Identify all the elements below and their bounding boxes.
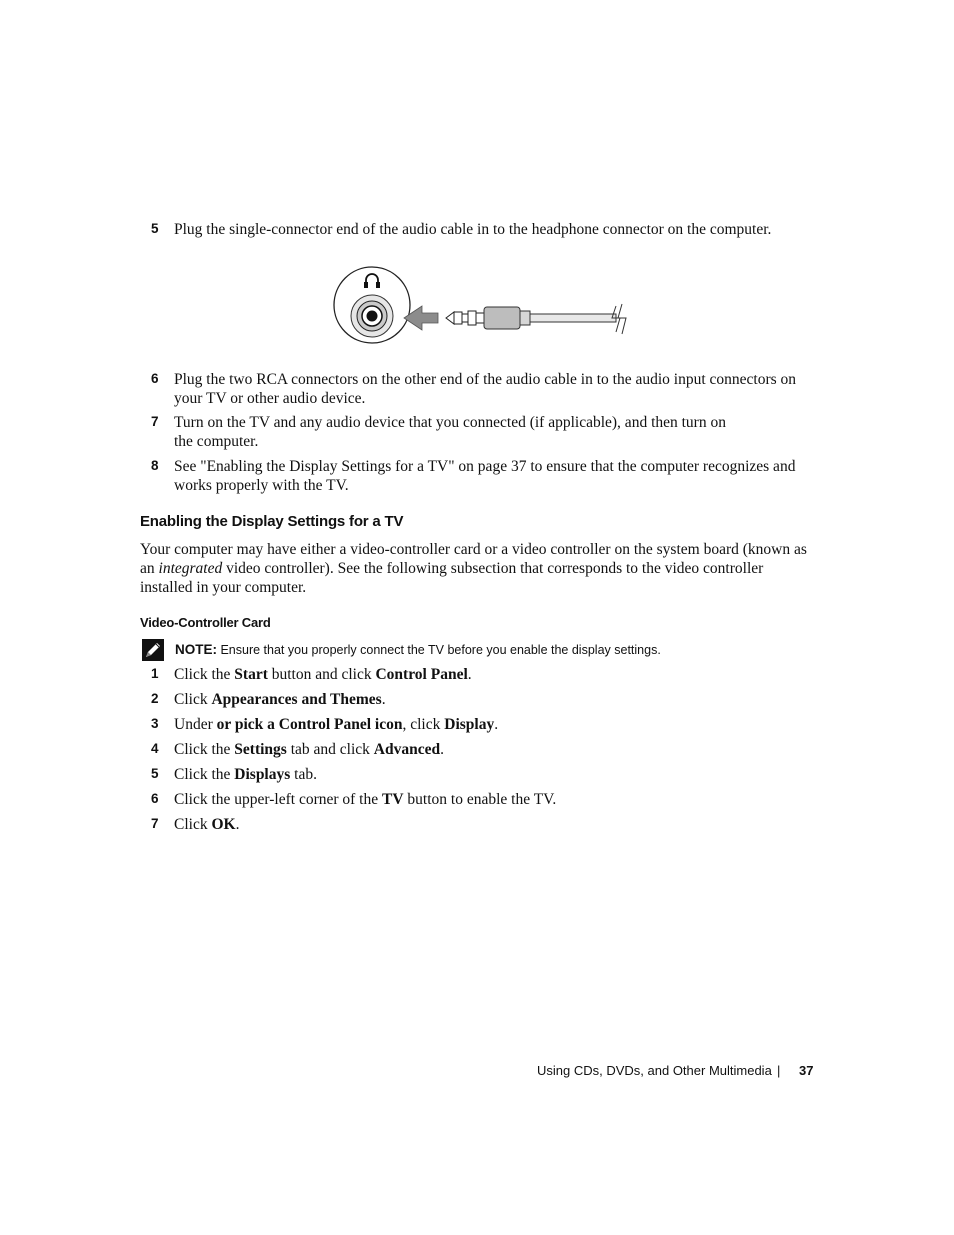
step-text: [174, 815, 824, 834]
ui-term: Advanced: [373, 741, 441, 758]
step-fragment: Click the: [174, 766, 235, 783]
footer-separator: |: [777, 1063, 781, 1078]
step-fragment: Click the upper-left corner of the: [174, 791, 382, 808]
step-number: 2: [151, 691, 159, 706]
ui-term: Settings: [234, 741, 287, 758]
step-text: [174, 370, 824, 408]
step-fragment: tab.: [290, 766, 317, 783]
step-line: works properly with the TV.: [174, 477, 349, 494]
step-text: Plug the single-connector end of the audio cable in to the headphone connector on the computer.: [174, 221, 772, 238]
subheading: Video-Controller Card: [140, 615, 271, 630]
ui-term: Displays: [234, 766, 291, 783]
step-fragment: tab and click: [286, 741, 374, 758]
ui-term: OK: [211, 816, 236, 833]
intro-line: installed in your computer.: [140, 579, 307, 596]
step-number: 6: [151, 371, 159, 386]
step-number: 1: [151, 666, 159, 681]
intro-line: an integrated video controller). See the following subsection that corresponds to the video controller: [140, 560, 764, 577]
step-line: See "Enabling the Display Settings for a TV" on page 37 to ensure that the computer recognizes and: [174, 458, 796, 475]
step-fragment: button and click: [267, 666, 376, 683]
step-text: [174, 413, 824, 451]
step-text: [174, 715, 824, 734]
step-number: 3: [151, 716, 159, 731]
pencil-note-icon: [142, 639, 164, 661]
step-text: [174, 790, 824, 809]
step-fragment: Click: [174, 816, 212, 833]
step-fragment: Under: [174, 716, 217, 733]
footer-chapter: Using CDs, DVDs, and Other Multimedia: [537, 1063, 772, 1078]
section-heading: Enabling the Display Settings for a TV: [140, 513, 404, 530]
step-fragment: .: [235, 816, 240, 833]
step-number: 5: [151, 766, 159, 781]
step-fragment: Click: [174, 691, 212, 708]
headphone-right-cup: [376, 282, 380, 288]
step-number: 5: [151, 221, 159, 236]
headphone-connector-illustration: [330, 262, 630, 348]
step-number: 4: [151, 741, 159, 756]
step-text: [174, 740, 824, 759]
step-line: your TV or other audio device.: [174, 390, 366, 407]
step-fragment: .: [494, 716, 499, 733]
step-fragment: button to enable the TV.: [403, 791, 557, 808]
ui-term: Display: [444, 716, 495, 733]
intro-line: Your computer may have either a video-controller card or a video controller on the system board (known as: [140, 541, 807, 558]
step-text: [174, 457, 824, 495]
ui-term: Control Panel: [375, 666, 468, 683]
step-fragment: Click the: [174, 666, 235, 683]
ui-term: Start: [234, 666, 268, 683]
step-line: Plug the two RCA connectors on the other end of the audio cable in to the audio input connectors on: [174, 371, 797, 388]
headphone-left-cup: [364, 282, 368, 288]
step-fragment: .: [381, 691, 386, 708]
step-text: [174, 690, 824, 709]
step-number: 6: [151, 791, 159, 806]
step-line: the computer.: [174, 433, 259, 450]
note-body: Ensure that you properly connect the TV before you enable the display settings.: [217, 643, 661, 657]
ui-term: Appearances and Themes: [211, 691, 382, 708]
step-fragment: Click the: [174, 741, 235, 758]
page-number: 37: [799, 1063, 814, 1078]
step-number: 8: [151, 458, 159, 473]
step-fragment: .: [440, 741, 444, 758]
step-text: [174, 665, 824, 684]
note-label: NOTE:: [175, 642, 217, 657]
ui-term: TV: [382, 791, 404, 808]
ui-term: or pick a Control Panel icon: [216, 716, 403, 733]
intro-paragraph: [140, 540, 820, 597]
note-text: [175, 642, 661, 657]
step-line: Turn on the TV and any audio device that you connected (if applicable), and then turn on: [174, 414, 726, 431]
step-number: 7: [151, 816, 159, 831]
step-fragment: .: [467, 666, 472, 683]
step-text: [174, 765, 824, 784]
step-fragment: , click: [402, 716, 445, 733]
step-number: 7: [151, 414, 159, 429]
